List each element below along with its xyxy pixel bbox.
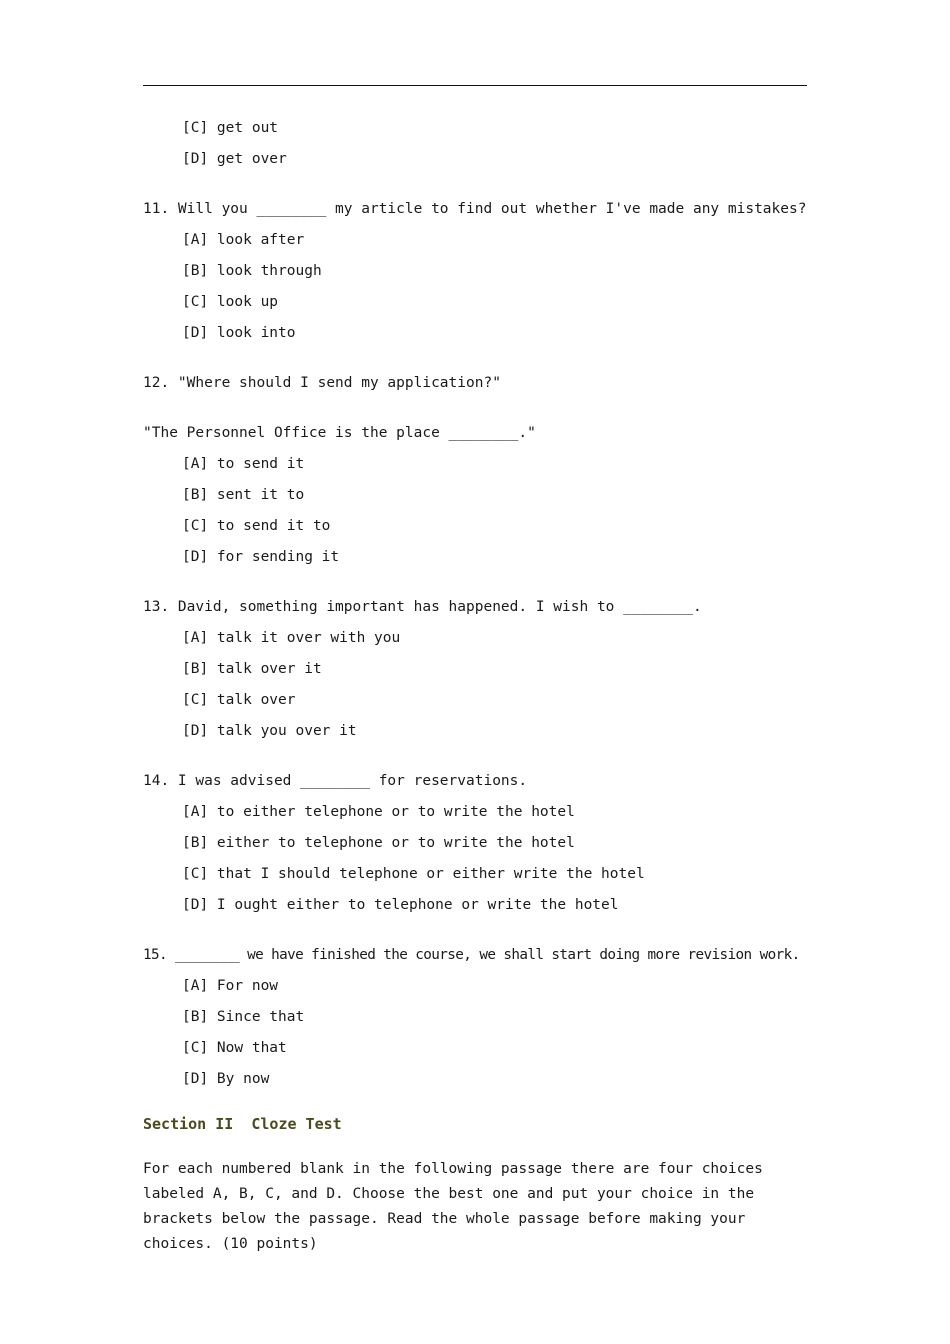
option-d: [D] look into bbox=[182, 325, 296, 341]
option-a: [A] to send it bbox=[182, 456, 305, 472]
option-d: [D] for sending it bbox=[182, 549, 340, 565]
option-c: [C] to send it to bbox=[182, 518, 331, 534]
question-13-stem: 13. David, something important has happened. I wish to ________. bbox=[143, 599, 702, 615]
option-a: [A] to either telephone or to write the hotel bbox=[182, 804, 575, 820]
option-b: [B] sent it to bbox=[182, 487, 305, 503]
option-c: [C] talk over bbox=[182, 692, 296, 708]
option-c: [C] Now that bbox=[182, 1040, 287, 1056]
question-14-stem: 14. I was advised ________ for reservations. bbox=[143, 773, 528, 789]
option-b: [B] look through bbox=[182, 263, 322, 279]
option-c: [C] get out bbox=[182, 120, 279, 136]
header-rule bbox=[143, 85, 807, 86]
question-11-stem: 11. Will you ________ my article to find out whether I've made any mistakes? bbox=[143, 201, 807, 217]
option-a: [A] For now bbox=[182, 978, 279, 994]
option-a: [A] look after bbox=[182, 232, 305, 248]
option-a: [A] talk it over with you bbox=[182, 630, 401, 646]
option-d: [D] talk you over it bbox=[182, 723, 357, 739]
question-12-reply: "The Personnel Office is the place ________." bbox=[143, 425, 536, 441]
section-heading: Section II Cloze Test bbox=[143, 1115, 342, 1133]
option-b: [B] either to telephone or to write the hotel bbox=[182, 835, 575, 851]
question-15-stem: 15. ________ we have finished the course, we shall start doing more revision work. bbox=[143, 947, 800, 963]
question-12-stem: 12. "Where should I send my application?" bbox=[143, 375, 501, 391]
option-c: [C] that I should telephone or either write the hotel bbox=[182, 866, 645, 882]
option-d: [D] By now bbox=[182, 1071, 270, 1087]
section-instructions: For each numbered blank in the following passage there are four choices labeled A, B, C, and D. Choose the best one and put your choice in the brackets below the passage. Read the whole passage before making your choices. (10 points) bbox=[143, 1161, 763, 1252]
option-b: [B] Since that bbox=[182, 1009, 305, 1025]
option-d: [D] get over bbox=[182, 151, 287, 167]
option-c: [C] look up bbox=[182, 294, 279, 310]
option-b: [B] talk over it bbox=[182, 661, 322, 677]
option-d: [D] I ought either to telephone or write the hotel bbox=[182, 897, 619, 913]
